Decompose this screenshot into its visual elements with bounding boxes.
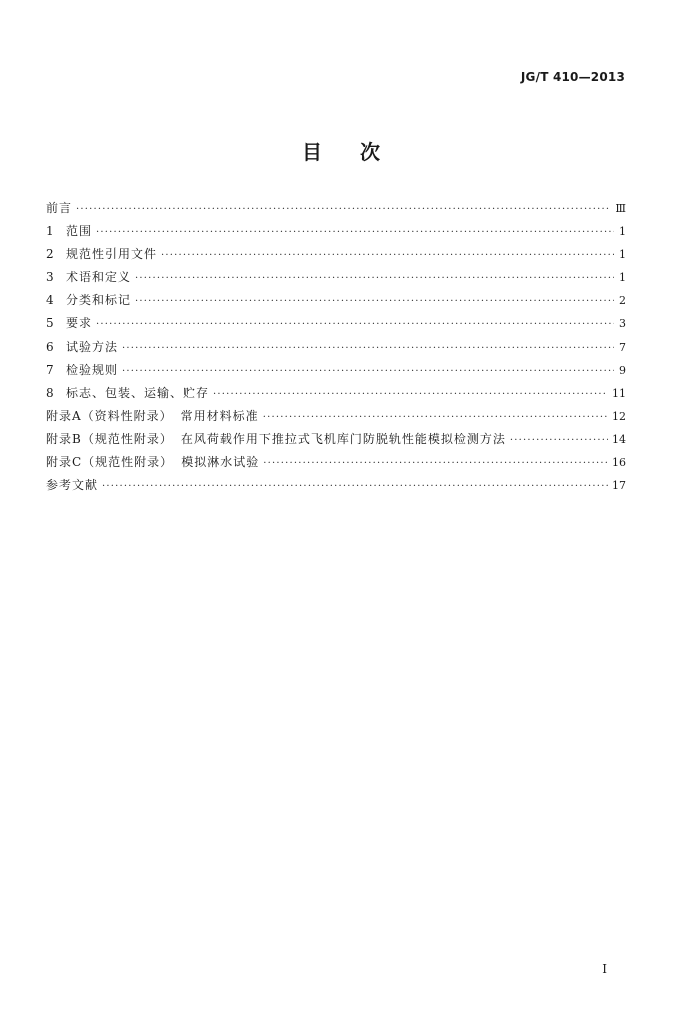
- toc-entry-annex-a[interactable]: [46, 405, 626, 428]
- toc-entry-number: 1: [46, 224, 54, 239]
- toc-entry-marking-packaging[interactable]: [46, 382, 626, 405]
- toc-leader-dots: [135, 290, 614, 313]
- toc-leader-dots: [263, 452, 608, 475]
- toc-leader-dots: [76, 198, 611, 221]
- toc-entry-label: 分类和标记: [66, 293, 132, 308]
- toc-entry-label: 检验规则: [66, 362, 119, 377]
- toc-entry-annex-b[interactable]: [46, 428, 626, 451]
- toc-entry-classification[interactable]: [46, 289, 626, 312]
- toc-entry-page: 7: [619, 340, 626, 354]
- toc-entry-label: [46, 451, 259, 474]
- standard-code: JG/T 410—2013: [520, 70, 625, 84]
- toc-entry-page: 9: [619, 363, 626, 377]
- toc-annex-label: 附录B（规范性附录）: [46, 431, 173, 446]
- table-of-contents: [46, 197, 626, 497]
- toc-leader-dots: [161, 244, 614, 267]
- toc-annex-label: 附录C（规范性附录）: [46, 455, 174, 470]
- toc-annex-title: 在风荷载作用下推拉式飞机库门防脱轨性能模拟检测方法: [180, 431, 506, 446]
- toc-entry-label: 标志、包装、运输、贮存: [66, 385, 210, 400]
- toc-entry-label: 前言: [46, 201, 73, 215]
- toc-leader-dots: [135, 267, 614, 290]
- toc-annex-title: 常用材料标准: [180, 408, 259, 423]
- toc-entry-number: 2: [46, 247, 54, 262]
- toc-leader-dots: [102, 475, 608, 498]
- toc-entry-page: 17: [612, 479, 626, 493]
- toc-entry-page: 12: [612, 409, 626, 423]
- toc-entry-requirements[interactable]: [46, 312, 626, 335]
- toc-entry-label: 要求: [66, 316, 93, 331]
- toc-entry-normative-references[interactable]: [46, 243, 626, 266]
- toc-entry-page: 1: [619, 271, 626, 285]
- toc-entry-terms[interactable]: [46, 266, 626, 289]
- toc-entry-page: 16: [612, 456, 626, 470]
- toc-entry-label: 范围: [66, 224, 93, 239]
- toc-entry-label: 参考文献: [46, 478, 99, 493]
- toc-entry-bibliography[interactable]: [46, 474, 626, 497]
- toc-entry-page: 2: [619, 294, 626, 308]
- toc-entry-page: 1: [619, 248, 626, 262]
- toc-entry-test-methods[interactable]: [46, 336, 626, 359]
- toc-entry-number: 8: [46, 385, 54, 400]
- toc-leader-dots: [122, 360, 614, 383]
- toc-entry-inspection-rules[interactable]: [46, 359, 626, 382]
- toc-entry-number: 3: [46, 270, 54, 285]
- toc-leader-dots: [213, 383, 608, 406]
- toc-leader-dots: [263, 406, 608, 429]
- toc-annex-title: 模拟淋水试验: [181, 455, 260, 470]
- toc-leader-dots: [510, 429, 608, 452]
- toc-entry-label: 规范性引用文件: [66, 247, 158, 262]
- toc-entry-label: [46, 405, 259, 428]
- toc-entry-page: 3: [619, 317, 626, 331]
- page-title: 目次: [302, 140, 418, 164]
- toc-entry-number: 7: [46, 362, 54, 377]
- toc-entry-label: 试验方法: [66, 339, 119, 354]
- toc-entry-number: 5: [46, 316, 54, 331]
- toc-entry-page: Ⅲ: [615, 202, 626, 215]
- toc-leader-dots: [96, 221, 614, 244]
- toc-entry-page: 1: [619, 225, 626, 239]
- toc-leader-dots: [96, 313, 614, 336]
- toc-entry-page: 11: [612, 386, 626, 400]
- toc-entry-page: 14: [612, 432, 626, 446]
- toc-entry-scope[interactable]: [46, 220, 626, 243]
- toc-leader-dots: [122, 337, 614, 360]
- toc-entry-label: [46, 428, 506, 451]
- toc-entry-label: 术语和定义: [66, 270, 132, 285]
- toc-entry-annex-c[interactable]: [46, 451, 626, 474]
- toc-entry-number: 6: [46, 339, 54, 354]
- toc-entry-foreword[interactable]: [46, 197, 626, 220]
- toc-entry-number: 4: [46, 293, 54, 308]
- toc-annex-label: 附录A（资料性附录）: [46, 408, 173, 423]
- page-number: Ⅰ: [602, 962, 607, 976]
